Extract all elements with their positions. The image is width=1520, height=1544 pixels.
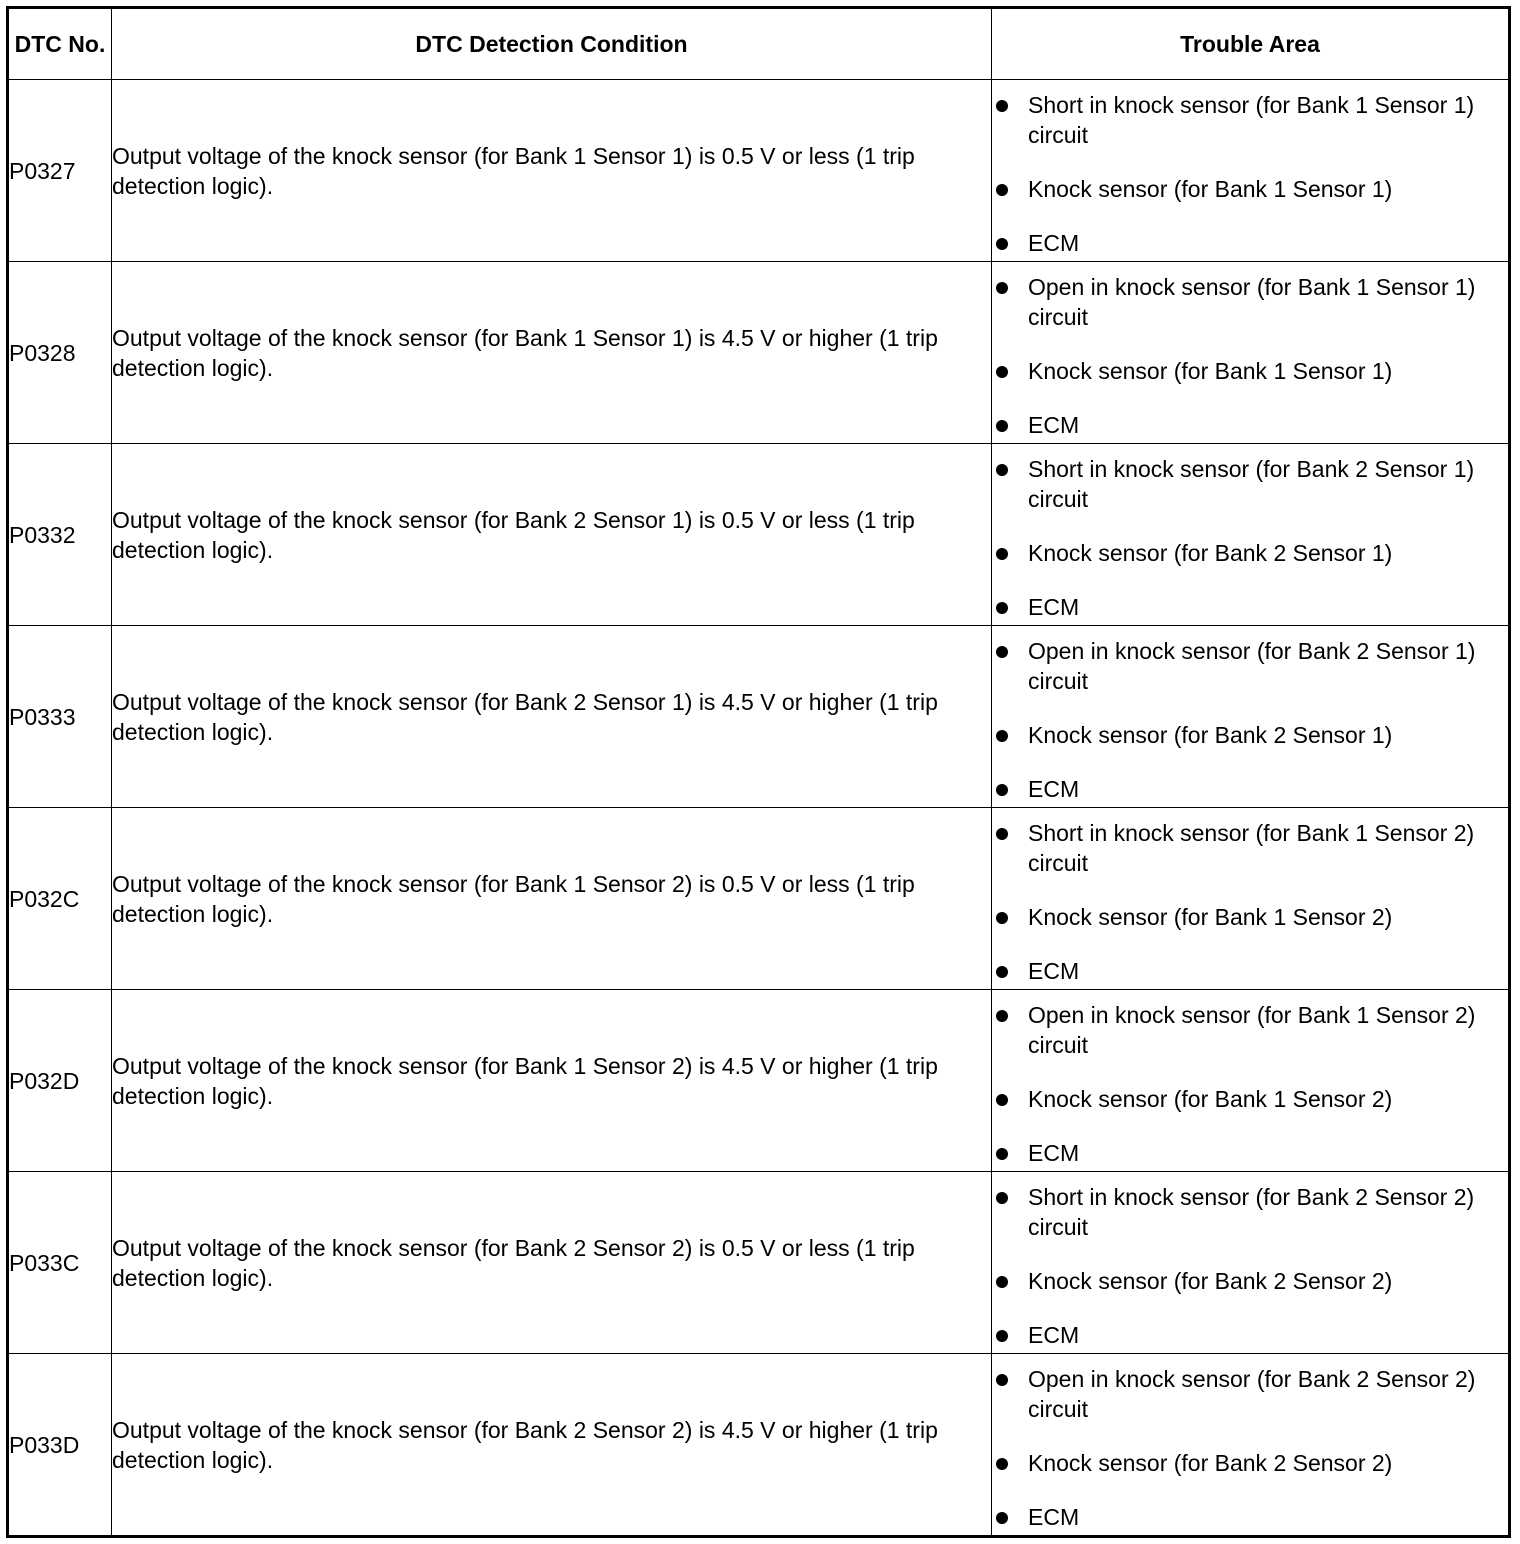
bullet-icon [996,784,1008,796]
bullet-icon [996,1148,1008,1160]
trouble-area-cell [992,990,1510,1172]
bullet-icon [996,966,1008,978]
trouble-area-text: Open in knock sensor (for Bank 1 Sensor 2) circuit [1028,1001,1476,1058]
table-row [8,80,1510,262]
trouble-area-item [992,538,1508,568]
bullet-icon [996,1094,1008,1106]
trouble-area-cell [992,626,1510,808]
detection-condition: Output voltage of the knock sensor (for Bank 1 Sensor 1) is 4.5 V or higher (1 trip detection logic). [112,262,992,444]
trouble-area-text: ECM [1028,1321,1080,1348]
trouble-area-text: Short in knock sensor (for Bank 2 Sensor 2) circuit [1028,1183,1475,1240]
trouble-area-text: Short in knock sensor (for Bank 1 Sensor 1) circuit [1028,91,1475,148]
bullet-icon [996,1458,1008,1470]
trouble-area-item [992,1182,1508,1242]
detection-condition: Output voltage of the knock sensor (for Bank 1 Sensor 2) is 4.5 V or higher (1 trip detection logic). [112,990,992,1172]
trouble-area-text: Open in knock sensor (for Bank 2 Sensor 2) circuit [1028,1365,1476,1422]
bullet-icon [996,366,1008,378]
trouble-area-text: Open in knock sensor (for Bank 1 Sensor 1) circuit [1028,273,1476,330]
trouble-area-item [992,902,1508,932]
bullet-icon [996,184,1008,196]
trouble-area-text: ECM [1028,957,1080,984]
trouble-area-text: Short in knock sensor (for Bank 1 Sensor 2) circuit [1028,819,1475,876]
trouble-area-text: Knock sensor (for Bank 1 Sensor 1) [1028,175,1393,202]
table-row [8,990,1510,1172]
detection-condition: Output voltage of the knock sensor (for Bank 1 Sensor 2) is 0.5 V or less (1 trip detection logic). [112,808,992,990]
detection-condition: Output voltage of the knock sensor (for Bank 2 Sensor 1) is 0.5 V or less (1 trip detection logic). [112,444,992,626]
trouble-area-text: Knock sensor (for Bank 1 Sensor 2) [1028,1085,1393,1112]
dtc-code: P032D [8,990,112,1172]
dtc-code: P0333 [8,626,112,808]
trouble-area-text: ECM [1028,1503,1080,1530]
detection-condition: Output voltage of the knock sensor (for Bank 2 Sensor 2) is 0.5 V or less (1 trip detection logic). [112,1172,992,1354]
dtc-code: P033C [8,1172,112,1354]
bullet-icon [996,1010,1008,1022]
detection-condition: Output voltage of the knock sensor (for Bank 1 Sensor 1) is 0.5 V or less (1 trip detection logic). [112,80,992,262]
trouble-area-item [992,1138,1508,1168]
trouble-area-text: Open in knock sensor (for Bank 2 Sensor 1) circuit [1028,637,1476,694]
trouble-area-text: Knock sensor (for Bank 2 Sensor 1) [1028,539,1393,566]
trouble-area-item [992,356,1508,386]
table-row [8,444,1510,626]
bullet-icon [996,282,1008,294]
header-dtc-no: DTC No. [8,8,112,80]
table-row [8,1354,1510,1537]
trouble-area-item [992,90,1508,150]
trouble-area-item [992,720,1508,750]
trouble-area-text: Short in knock sensor (for Bank 2 Sensor 1) circuit [1028,455,1475,512]
bullet-icon [996,1276,1008,1288]
trouble-area-item [992,1000,1508,1060]
table-row [8,626,1510,808]
bullet-icon [996,100,1008,112]
bullet-icon [996,1512,1008,1524]
trouble-area-item [992,818,1508,878]
trouble-area-item [992,272,1508,332]
trouble-area-item [992,410,1508,440]
dtc-table [6,6,1511,1538]
bullet-icon [996,912,1008,924]
bullet-icon [996,1192,1008,1204]
trouble-area-item [992,454,1508,514]
table-row [8,808,1510,990]
trouble-area-text: Knock sensor (for Bank 1 Sensor 2) [1028,903,1393,930]
bullet-icon [996,1330,1008,1342]
trouble-area-item [992,1320,1508,1350]
detection-condition: Output voltage of the knock sensor (for Bank 2 Sensor 2) is 4.5 V or higher (1 trip detection logic). [112,1354,992,1537]
trouble-area-item [992,592,1508,622]
trouble-area-item [992,228,1508,258]
bullet-icon [996,464,1008,476]
trouble-area-item [992,636,1508,696]
dtc-code: P0327 [8,80,112,262]
trouble-area-cell [992,262,1510,444]
bullet-icon [996,420,1008,432]
trouble-area-item [992,1448,1508,1478]
trouble-area-text: ECM [1028,775,1080,802]
trouble-area-text: Knock sensor (for Bank 1 Sensor 1) [1028,357,1393,384]
trouble-area-text: Knock sensor (for Bank 2 Sensor 2) [1028,1449,1393,1476]
bullet-icon [996,1374,1008,1386]
trouble-area-item [992,1266,1508,1296]
header-trouble-area: Trouble Area [992,8,1510,80]
trouble-area-item [992,174,1508,204]
bullet-icon [996,602,1008,614]
dtc-code: P033D [8,1354,112,1537]
trouble-area-text: Knock sensor (for Bank 2 Sensor 1) [1028,721,1393,748]
bullet-icon [996,646,1008,658]
trouble-area-text: ECM [1028,1139,1080,1166]
table-row [8,1172,1510,1354]
dtc-code: P0328 [8,262,112,444]
dtc-code: P0332 [8,444,112,626]
trouble-area-cell [992,1354,1510,1537]
trouble-area-text: ECM [1028,593,1080,620]
header-condition: DTC Detection Condition [112,8,992,80]
trouble-area-cell [992,808,1510,990]
trouble-area-text: Knock sensor (for Bank 2 Sensor 2) [1028,1267,1393,1294]
bullet-icon [996,828,1008,840]
trouble-area-cell [992,1172,1510,1354]
header-row [8,8,1510,80]
trouble-area-item [992,1502,1508,1532]
dtc-code: P032C [8,808,112,990]
bullet-icon [996,238,1008,250]
trouble-area-cell [992,80,1510,262]
trouble-area-item [992,1084,1508,1114]
trouble-area-text: ECM [1028,411,1080,438]
bullet-icon [996,548,1008,560]
trouble-area-item [992,1364,1508,1424]
trouble-area-text: ECM [1028,229,1080,256]
bullet-icon [996,730,1008,742]
detection-condition: Output voltage of the knock sensor (for Bank 2 Sensor 1) is 4.5 V or higher (1 trip detection logic). [112,626,992,808]
trouble-area-item [992,774,1508,804]
trouble-area-cell [992,444,1510,626]
trouble-area-item [992,956,1508,986]
table-row [8,262,1510,444]
